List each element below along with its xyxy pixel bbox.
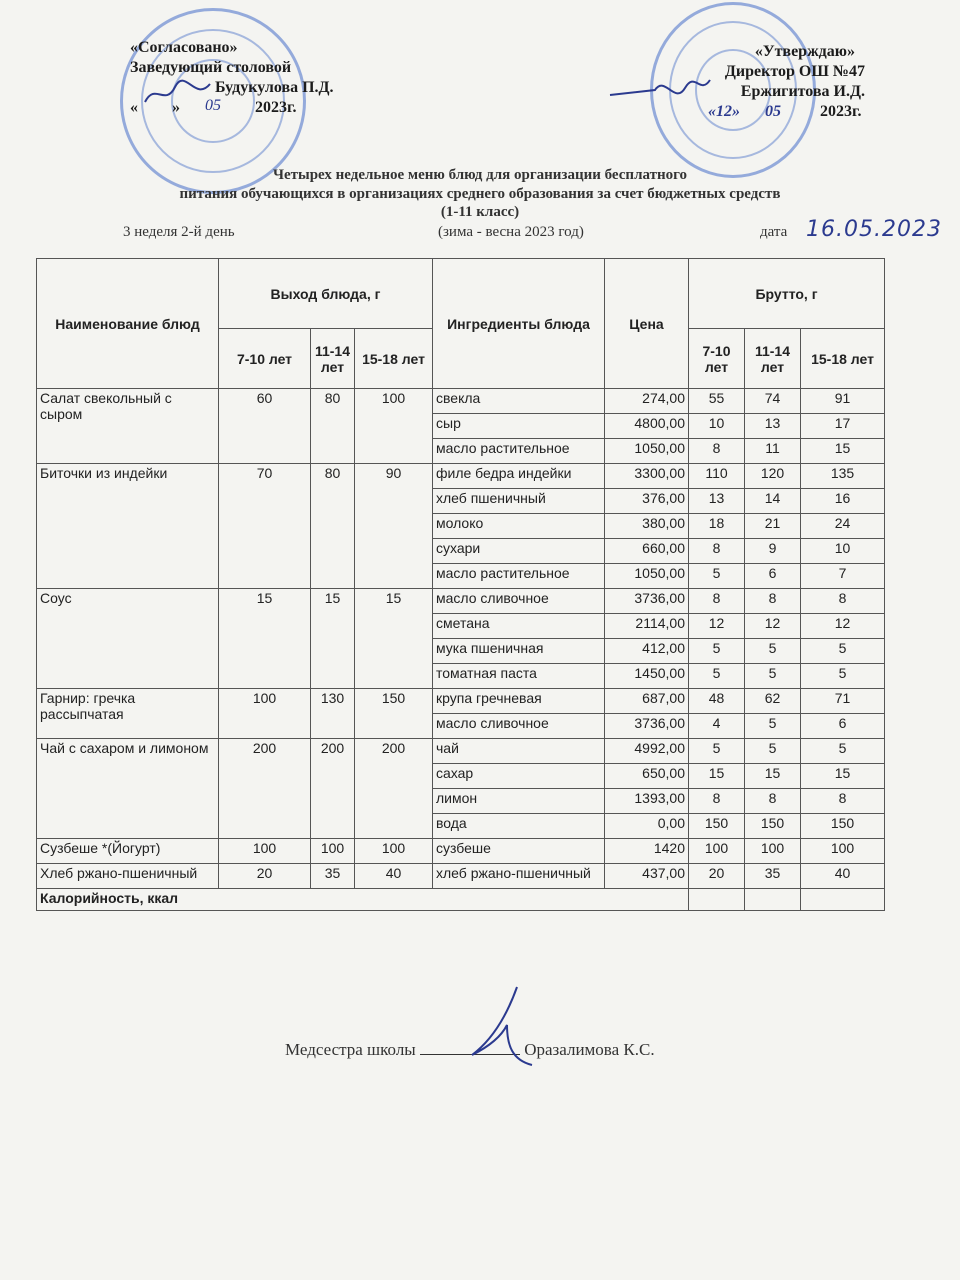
brutto-15-18: 5 xyxy=(801,639,885,664)
left-date-open-quote: « xyxy=(130,99,138,116)
brutto-7-10: 15 xyxy=(689,764,745,789)
ingredient-name: масло сливочное xyxy=(433,589,605,614)
brutto-15-18: 7 xyxy=(801,564,885,589)
ingredient-name: сыр xyxy=(433,414,605,439)
dish-name: Хлеб ржано-пшеничный xyxy=(37,864,219,889)
brutto-11-14: 120 xyxy=(745,464,801,489)
brutto-7-10: 10 xyxy=(689,414,745,439)
approved-label: «Утверждаю» xyxy=(754,43,855,60)
ingredient-name: хлеб пшеничный xyxy=(433,489,605,514)
dish-name: Соус xyxy=(37,589,219,689)
ingredient-name: вода xyxy=(433,814,605,839)
ingredient-row xyxy=(37,589,885,614)
calories-label: Калорийность, ккал xyxy=(37,889,689,911)
brutto-7-10: 20 xyxy=(689,864,745,889)
right-date-day: «12» xyxy=(708,103,740,120)
ingredient-name: сахар xyxy=(433,764,605,789)
brutto-15-18: 15 xyxy=(801,439,885,464)
brutto-15-18: 5 xyxy=(801,664,885,689)
brutto-7-10: 12 xyxy=(689,614,745,639)
ingredient-row xyxy=(37,689,885,714)
ingredient-price: 1450,00 xyxy=(605,664,689,689)
dish-output-15-18: 200 xyxy=(355,739,433,839)
header-dish: Наименование блюд xyxy=(37,259,219,389)
ingredient-price: 3736,00 xyxy=(605,714,689,739)
ingredient-price: 412,00 xyxy=(605,639,689,664)
brutto-7-10: 5 xyxy=(689,564,745,589)
dish-output-11-14: 15 xyxy=(311,589,355,689)
ingredient-name: хлеб ржано-пшеничный xyxy=(433,864,605,889)
ingredient-name: лимон xyxy=(433,789,605,814)
title-line-2: питания обучающихся в организациях среднего образования за счет бюджетных средств xyxy=(179,186,781,202)
left-signature xyxy=(140,72,220,112)
brutto-7-10: 13 xyxy=(689,489,745,514)
brutto-11-14: 150 xyxy=(745,814,801,839)
brutto-15-18: 8 xyxy=(801,789,885,814)
brutto-15-18: 135 xyxy=(801,464,885,489)
brutto-15-18: 71 xyxy=(801,689,885,714)
dish-output-15-18: 100 xyxy=(355,839,433,864)
header-price: Цена xyxy=(605,259,689,389)
ingredient-price: 376,00 xyxy=(605,489,689,514)
ingredient-name: свекла xyxy=(433,389,605,414)
calories-15-18 xyxy=(801,889,885,911)
ingredient-price: 4992,00 xyxy=(605,739,689,764)
brutto-11-14: 6 xyxy=(745,564,801,589)
title-line-1: Четырех недельное меню блюд для организации бесплатного xyxy=(272,167,688,183)
header-brutto-age-15-18: 15-18 лет xyxy=(801,329,885,389)
ingredient-price: 1393,00 xyxy=(605,789,689,814)
brutto-15-18: 17 xyxy=(801,414,885,439)
brutto-7-10: 8 xyxy=(689,589,745,614)
left-date-year: 2023г. xyxy=(255,99,297,116)
brutto-11-14: 5 xyxy=(745,639,801,664)
dish-name: Чай с сахаром и лимоном xyxy=(37,739,219,839)
brutto-15-18: 6 xyxy=(801,714,885,739)
ingredient-name: масло растительное xyxy=(433,564,605,589)
dish-output-7-10: 70 xyxy=(219,464,311,589)
dish-output-7-10: 200 xyxy=(219,739,311,839)
brutto-7-10: 5 xyxy=(689,664,745,689)
dish-name: Гарнир: гречка рассыпчатая xyxy=(37,689,219,739)
ingredient-price: 437,00 xyxy=(605,864,689,889)
header-brutto-age-11-14: 11-14 лет xyxy=(745,329,801,389)
brutto-7-10: 100 xyxy=(689,839,745,864)
dish-name: Биточки из индейки xyxy=(37,464,219,589)
brutto-15-18: 8 xyxy=(801,589,885,614)
right-date-year: 2023г. xyxy=(820,103,862,120)
ingredient-name: молоко xyxy=(433,514,605,539)
dish-output-15-18: 100 xyxy=(355,389,433,464)
brutto-11-14: 5 xyxy=(745,714,801,739)
nurse-signature xyxy=(462,985,542,1075)
ingredient-price: 1050,00 xyxy=(605,564,689,589)
dish-output-11-14: 200 xyxy=(311,739,355,839)
ingredient-price: 3736,00 xyxy=(605,589,689,614)
brutto-7-10: 8 xyxy=(689,539,745,564)
dish-output-15-18: 150 xyxy=(355,689,433,739)
header-brutto: Брутто, г xyxy=(689,259,885,329)
calories-7-10 xyxy=(689,889,745,911)
header-ingredients: Ингредиенты блюда xyxy=(433,259,605,389)
brutto-11-14: 8 xyxy=(745,789,801,814)
date-value: 16.05.2023 xyxy=(806,217,942,242)
dish-output-7-10: 100 xyxy=(219,839,311,864)
ingredient-price: 687,00 xyxy=(605,689,689,714)
ingredient-name: масло растительное xyxy=(433,439,605,464)
brutto-7-10: 48 xyxy=(689,689,745,714)
brutto-7-10: 5 xyxy=(689,739,745,764)
nurse-name: Оразалимова К.С. xyxy=(524,1040,655,1059)
dish-output-11-14: 35 xyxy=(311,864,355,889)
brutto-15-18: 15 xyxy=(801,764,885,789)
brutto-15-18: 5 xyxy=(801,739,885,764)
brutto-15-18: 12 xyxy=(801,614,885,639)
right-signature xyxy=(605,70,715,110)
calories-11-14 xyxy=(745,889,801,911)
left-date-day: » xyxy=(172,99,180,116)
ingredient-name: масло сливочное xyxy=(433,714,605,739)
header-output: Выход блюда, г xyxy=(219,259,433,329)
menu-table-body xyxy=(37,389,885,889)
header-output-age-11-14: 11-14 лет xyxy=(311,329,355,389)
ingredient-row xyxy=(37,739,885,764)
brutto-7-10: 150 xyxy=(689,814,745,839)
brutto-7-10: 5 xyxy=(689,639,745,664)
dish-name: Салат свекольный с сыром xyxy=(37,389,219,464)
brutto-11-14: 8 xyxy=(745,589,801,614)
brutto-15-18: 24 xyxy=(801,514,885,539)
brutto-11-14: 35 xyxy=(745,864,801,889)
brutto-15-18: 16 xyxy=(801,489,885,514)
director-name: Ержигитова И.Д. xyxy=(740,83,865,100)
brutto-7-10: 18 xyxy=(689,514,745,539)
ingredient-name: чай xyxy=(433,739,605,764)
brutto-11-14: 15 xyxy=(745,764,801,789)
brutto-11-14: 5 xyxy=(745,664,801,689)
ingredient-name: крупа гречневая xyxy=(433,689,605,714)
menu-table xyxy=(36,258,885,911)
dish-output-11-14: 130 xyxy=(311,689,355,739)
title-line-3: (1-11 класс) xyxy=(440,204,520,220)
brutto-15-18: 10 xyxy=(801,539,885,564)
brutto-15-18: 91 xyxy=(801,389,885,414)
left-date-month: 05 xyxy=(205,97,221,114)
header-output-age-7-10: 7-10 лет xyxy=(219,329,311,389)
dish-output-7-10: 100 xyxy=(219,689,311,739)
nurse-role: Медсестра школы xyxy=(285,1040,416,1059)
brutto-11-14: 21 xyxy=(745,514,801,539)
brutto-11-14: 13 xyxy=(745,414,801,439)
dish-name: Сузбеше *(Йогурт) xyxy=(37,839,219,864)
dish-output-7-10: 15 xyxy=(219,589,311,689)
brutto-11-14: 14 xyxy=(745,489,801,514)
dish-output-11-14: 80 xyxy=(311,389,355,464)
dish-output-15-18: 40 xyxy=(355,864,433,889)
ingredient-price: 1420 xyxy=(605,839,689,864)
brutto-15-18: 150 xyxy=(801,814,885,839)
dish-output-7-10: 60 xyxy=(219,389,311,464)
brutto-15-18: 40 xyxy=(801,864,885,889)
brutto-7-10: 4 xyxy=(689,714,745,739)
brutto-11-14: 100 xyxy=(745,839,801,864)
ingredient-price: 650,00 xyxy=(605,764,689,789)
brutto-11-14: 62 xyxy=(745,689,801,714)
canteen-head-name: Будукулова П.Д. xyxy=(215,79,334,96)
agreed-label: «Согласовано» xyxy=(130,39,238,56)
ingredient-price: 2114,00 xyxy=(605,614,689,639)
brutto-7-10: 8 xyxy=(689,789,745,814)
ingredient-price: 380,00 xyxy=(605,514,689,539)
dish-output-11-14: 80 xyxy=(311,464,355,589)
header-brutto-age-7-10: 7-10 лет xyxy=(689,329,745,389)
dish-output-15-18: 90 xyxy=(355,464,433,589)
ingredient-row xyxy=(37,864,885,889)
ingredient-name: сухари xyxy=(433,539,605,564)
date-label: дата xyxy=(760,224,788,240)
right-date-month: 05 xyxy=(765,103,781,120)
dish-output-7-10: 20 xyxy=(219,864,311,889)
season: (зима - весна 2023 год) xyxy=(438,224,584,240)
brutto-11-14: 5 xyxy=(745,739,801,764)
dish-output-11-14: 100 xyxy=(311,839,355,864)
header-output-age-15-18: 15-18 лет xyxy=(355,329,433,389)
week-day: 3 неделя 2-й день xyxy=(123,224,235,240)
brutto-7-10: 110 xyxy=(689,464,745,489)
ingredient-row xyxy=(37,389,885,414)
ingredient-row xyxy=(37,464,885,489)
ingredient-price: 3300,00 xyxy=(605,464,689,489)
brutto-7-10: 8 xyxy=(689,439,745,464)
brutto-11-14: 12 xyxy=(745,614,801,639)
ingredient-price: 1050,00 xyxy=(605,439,689,464)
ingredient-price: 274,00 xyxy=(605,389,689,414)
ingredient-name: мука пшеничная xyxy=(433,639,605,664)
ingredient-row xyxy=(37,839,885,864)
brutto-7-10: 55 xyxy=(689,389,745,414)
ingredient-name: филе бедра индейки xyxy=(433,464,605,489)
ingredient-name: томатная паста xyxy=(433,664,605,689)
brutto-15-18: 100 xyxy=(801,839,885,864)
director-position: Директор ОШ №47 xyxy=(724,63,865,80)
brutto-11-14: 9 xyxy=(745,539,801,564)
brutto-11-14: 74 xyxy=(745,389,801,414)
ingredient-price: 660,00 xyxy=(605,539,689,564)
ingredient-price: 4800,00 xyxy=(605,414,689,439)
dish-output-15-18: 15 xyxy=(355,589,433,689)
ingredient-name: сузбеше xyxy=(433,839,605,864)
canteen-head-position: Заведующий столовой xyxy=(130,59,292,76)
brutto-11-14: 11 xyxy=(745,439,801,464)
ingredient-price: 0,00 xyxy=(605,814,689,839)
ingredient-name: сметана xyxy=(433,614,605,639)
